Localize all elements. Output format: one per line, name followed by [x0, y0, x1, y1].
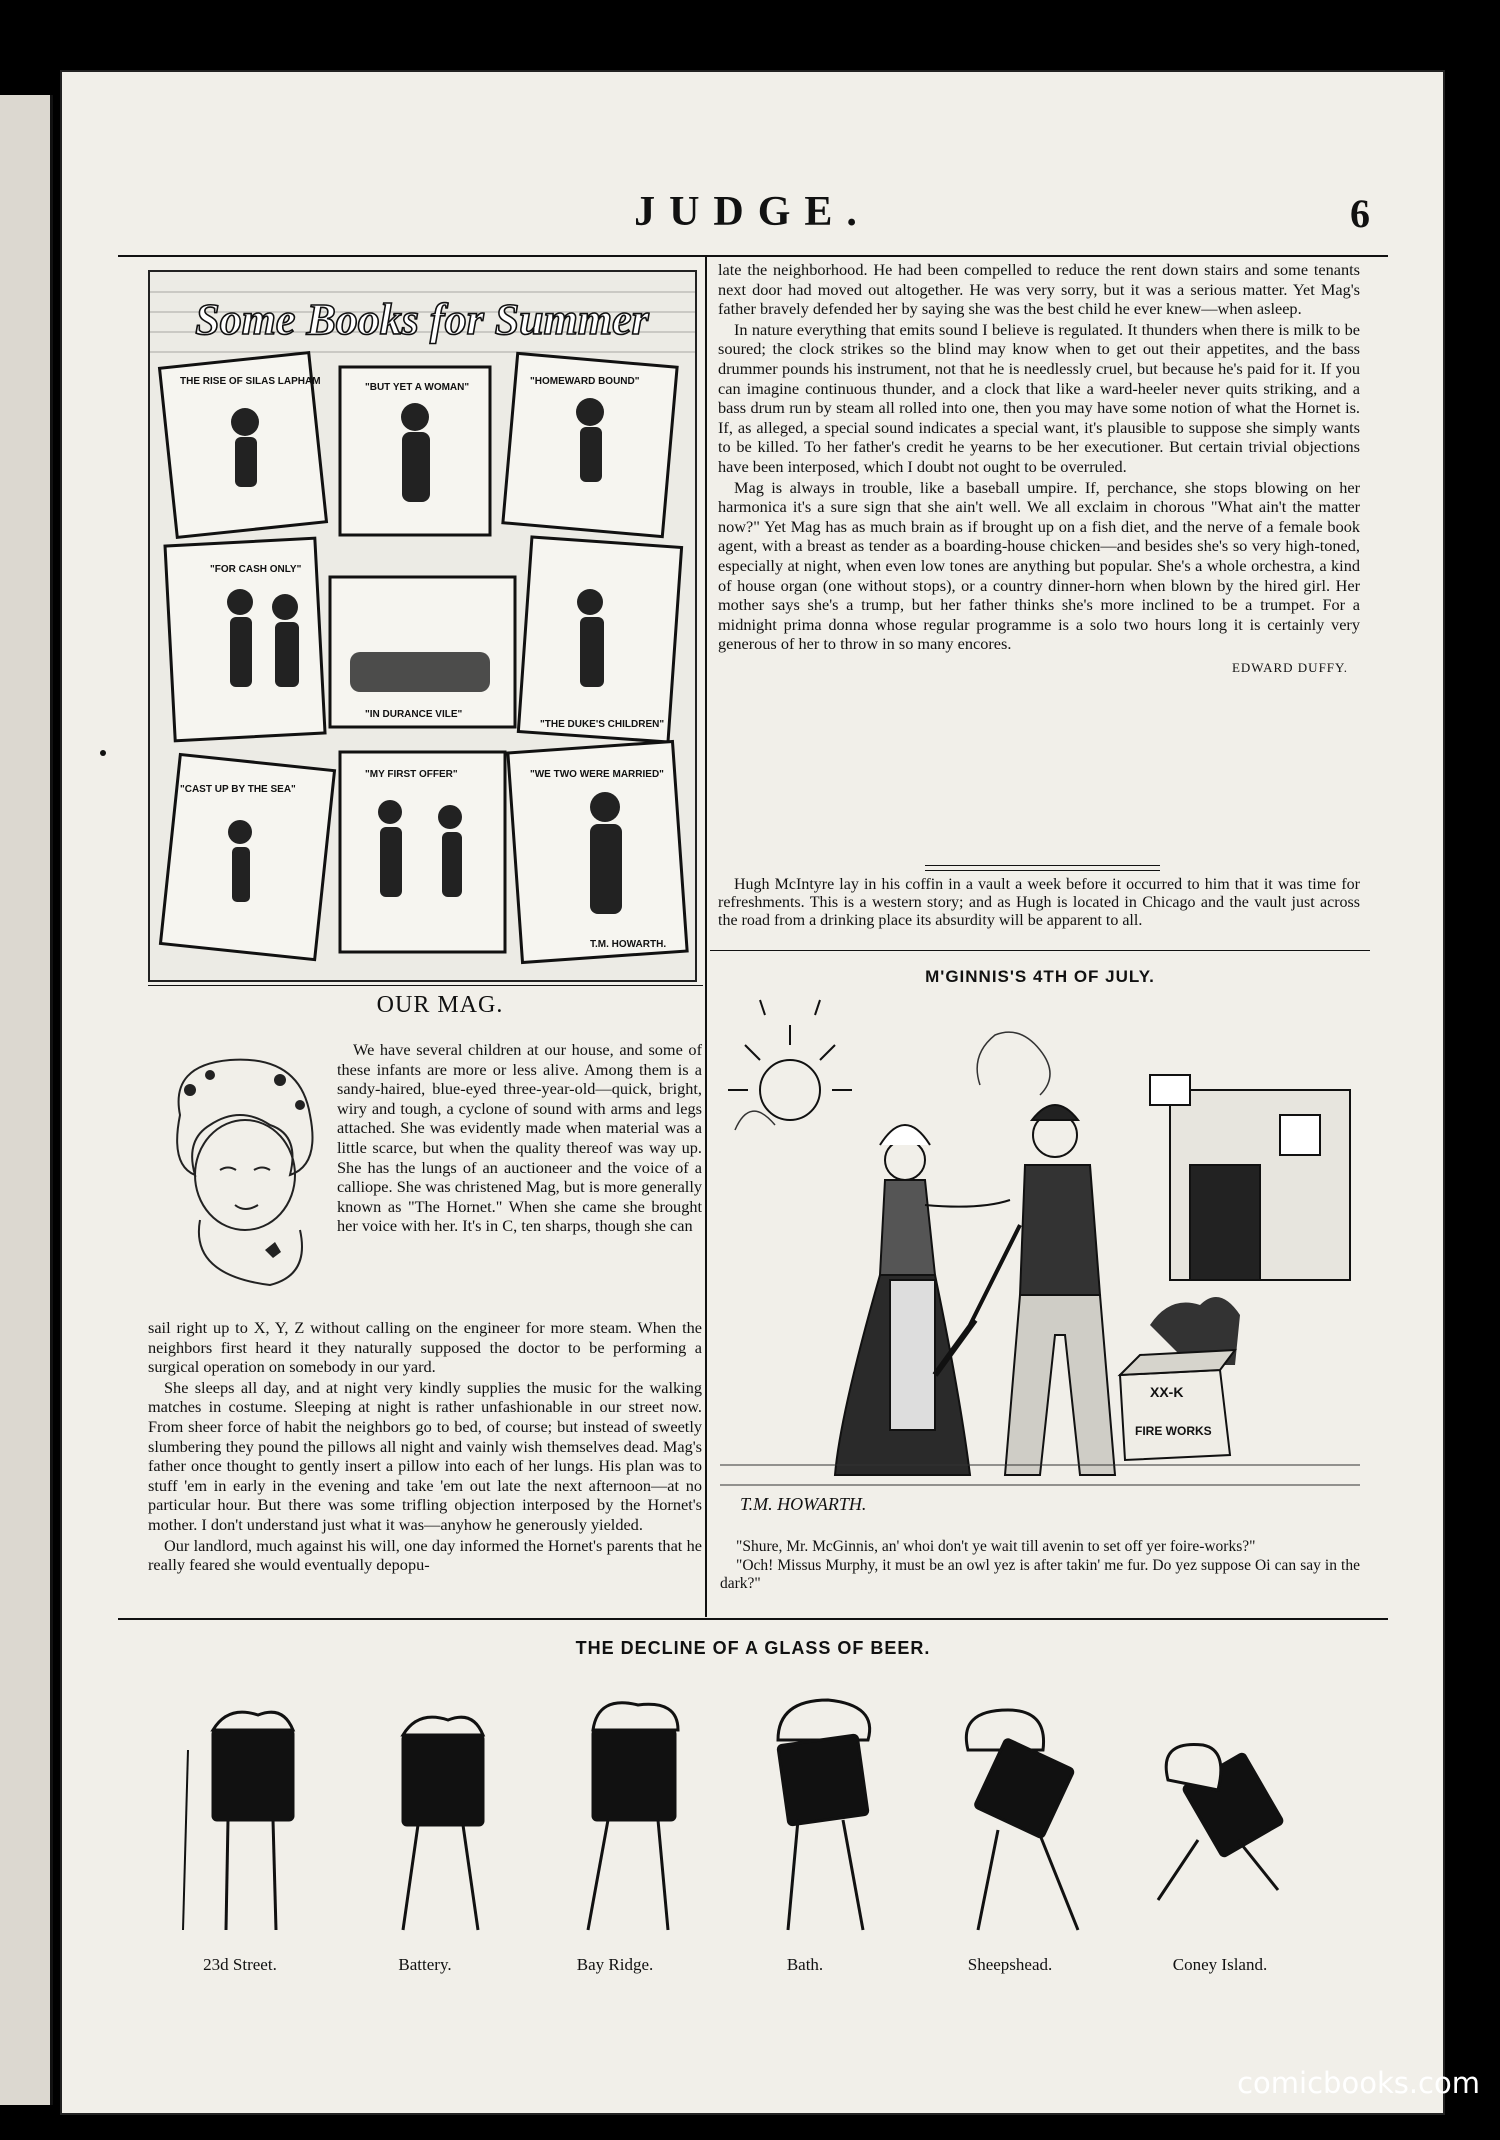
book-frame	[340, 752, 505, 952]
beer-mug-figure	[588, 1703, 678, 1930]
article-paragraph: Our landlord, much against his will, one day informed the Hornet's parents that he really feared she would eventually depopu-	[148, 1535, 702, 1575]
magazine-page	[60, 70, 1445, 2115]
column-divider	[705, 257, 707, 1617]
firework-box-label: FIRE WORKS	[1135, 1424, 1212, 1438]
book-title: "THE DUKE'S CHILDREN"	[540, 719, 665, 730]
article-paragraph: Mag is always in trouble, like a baseball umpire. If, perchance, she stops blowing on her harmonica it's a sure sign that she ain't well. We all exclaim in chorous "What ain't the matter now?" Yet Mag has as much brain as if brought up on a fish diet, and the nerve of a female book agent, with a breast as tender as a boarding-house chicken—and besides she's so very high-toned, especially at night, when even low tones are anything but popular. She's a whole orchestra, a kind of house organ (one without stops), or a country dinner-horn when blown by the hired girl. Her mother says she's a trump, but her father thinks she's more inclined to be a trumpet. For a midnight prima donna whose regular programme is a solo two hours long it is certainly very generous of her to throw in so many encores.	[718, 477, 1360, 654]
masthead-rule	[118, 255, 1388, 257]
article-paragraph: In nature everything that emits sound I believe is regulated. It thunders when there is milk to be soured; the clock strikes so the blind may know when to get out their appetites, and the bass drummer pounds his instrument, not that he is needlessly cruel, but because he's paid for it. If you can imagine continuous thunder, and a clock that like a ward-heeler never quits striking, and a bass drum run by steam all rolled into one, then you may have some notion of what the Hornet is. If, as alleged, a special sound indicates a special want, it's plausible to suppose she simply wants to be killed. To her father's credit he yearns to be her executioner. But certain trivial objections have been interposed, which I doubt not ought to be overruled.	[718, 319, 1360, 476]
item-divider	[925, 870, 1160, 871]
caption-line: "Shure, Mr. McGinnis, an' whoi don't ye wait till avenin to set off yer foire-works?"	[736, 1538, 1256, 1555]
mcginnis-illustration	[720, 995, 1360, 1525]
margin-dot	[100, 750, 106, 756]
artist-signature: T.M. HOWARTH.	[740, 1494, 867, 1514]
our-mag-wide-column	[148, 1318, 702, 1576]
beer-stage-label: Coney Island.	[1172, 1955, 1268, 1974]
book-title: THE RISE OF SILAS LAPHAM	[180, 376, 321, 387]
mag-portrait-illustration	[150, 1045, 330, 1295]
beer-strip-illustration	[118, 1690, 1388, 1980]
item-divider	[925, 865, 1160, 866]
mcintyre-item	[718, 876, 1360, 931]
beer-stage-label: Sheepshead.	[967, 1955, 1053, 1974]
page-number: 6	[1350, 191, 1370, 236]
book-title: "CAST UP BY THE SEA"	[180, 784, 296, 795]
article-paragraph: She sleeps all day, and at night very kindly supplies the music for the walking matches in costume. Sleeping at night is rather unfashionable in our street now. From sheer force of habit the neighbors go to bed, of course; but instead of sweetly slumbering they pound the pillows all night and vainly wish themselves dead. Mag's father once thought to gently insert a pillow into each of her lungs. His plan was to stuff 'em in early in the evening and take 'em out late the next afternoon—at no particular hour. But there was some trifling objection interposed by the Hornet's mother. I don't understand just what it was—anyhow he generously yielded.	[148, 1377, 702, 1534]
article-paragraph: late the neighborhood. He had been compelled to reduce the rent down stairs and some tenants next door had moved out altogether. He was very sorry, but it was a serious matter. Yet Mag's father bravely defended her by saying she was the best child he ever knew—when asleep.	[718, 260, 1360, 319]
section-rule	[148, 985, 703, 986]
our-mag-continued-column	[718, 260, 1360, 677]
book-title: "BUT YET A WOMAN"	[365, 382, 470, 393]
section-rule	[710, 950, 1370, 951]
book-title: "MY FIRST OFFER"	[365, 769, 458, 780]
caption-line: "Och! Missus Murphy, it must be an owl yez is after takin' me fur. Do yez suppose Oi can say in the dark?"	[720, 1557, 1360, 1592]
book-title: "IN DURANCE VILE"	[365, 709, 463, 720]
book-title: "WE TWO WERE MARRIED"	[530, 769, 664, 780]
site-watermark: comicbooks.com	[1237, 2066, 1480, 2100]
beer-mug-figure	[403, 1717, 483, 1930]
article-paragraph: Hugh McIntyre lay in his coffin in a vault a week before it occurred to him that it was time for refreshments. This is a western story; and as Hugh is located in Chicago and the vault just across the road from a drinking place its absurdity will be apparent to all.	[718, 876, 1360, 929]
beer-stage-label: Bay Ridge.	[576, 1955, 654, 1974]
beer-stage-label: 23d Street.	[203, 1955, 277, 1974]
mcginnis-headline: M'GINNIS'S 4TH OF JULY.	[925, 967, 1155, 986]
mcginnis-caption	[720, 1538, 1360, 1594]
beer-mug-figure	[183, 1712, 293, 1930]
beer-mug-figure	[778, 1700, 870, 1930]
section-rule	[118, 1618, 1388, 1620]
masthead-title: JUDGE.	[634, 189, 871, 235]
firework-box-label: XX-K	[1150, 1384, 1184, 1400]
beer-mug-figure	[966, 1710, 1078, 1930]
books-for-summer-illustration	[148, 270, 697, 982]
book-title: "FOR CASH ONLY"	[210, 564, 302, 575]
facing-page-edge	[0, 95, 53, 2105]
article-paragraph: sail right up to X, Y, Z without calling on the engineer for more steam. When the neighbors first heard it they naturally supposed the doctor to be performing a surgical operation on somebody in our yard.	[148, 1318, 702, 1377]
beer-strip-headline: THE DECLINE OF A GLASS OF BEER.	[575, 1638, 931, 1658]
beer-stage-label: Battery.	[398, 1955, 452, 1974]
books-banner-text: Some Books for Summer	[195, 295, 649, 344]
our-mag-narrow-column	[337, 1040, 702, 1237]
beer-stage-label: Bath.	[786, 1955, 824, 1974]
article-paragraph: We have several children at our house, and some of these infants are more or less alive. Among them is a sandy-haired, blue-eyed three-year-old—quick, bright, wiry and tough, a cyclone of sound with arms and legs attached. She was evidently made when material was a little scarce, but when the quality thereof was way up. She has the lungs of an auctioneer and the voice of a calliope. She was christened Mag, but is more generally known as "The Hornet." When she came she brought her voice with her. It's in C, ten sharps, though she can	[337, 1040, 702, 1236]
beer-mug-figure	[1158, 1744, 1283, 1900]
artist-signature: T.M. HOWARTH.	[590, 939, 667, 950]
book-title: "HOMEWARD BOUND"	[530, 376, 640, 387]
our-mag-headline: OUR MAG.	[376, 992, 504, 1018]
author-signature: EDWARD DUFFY.	[1231, 659, 1348, 675]
